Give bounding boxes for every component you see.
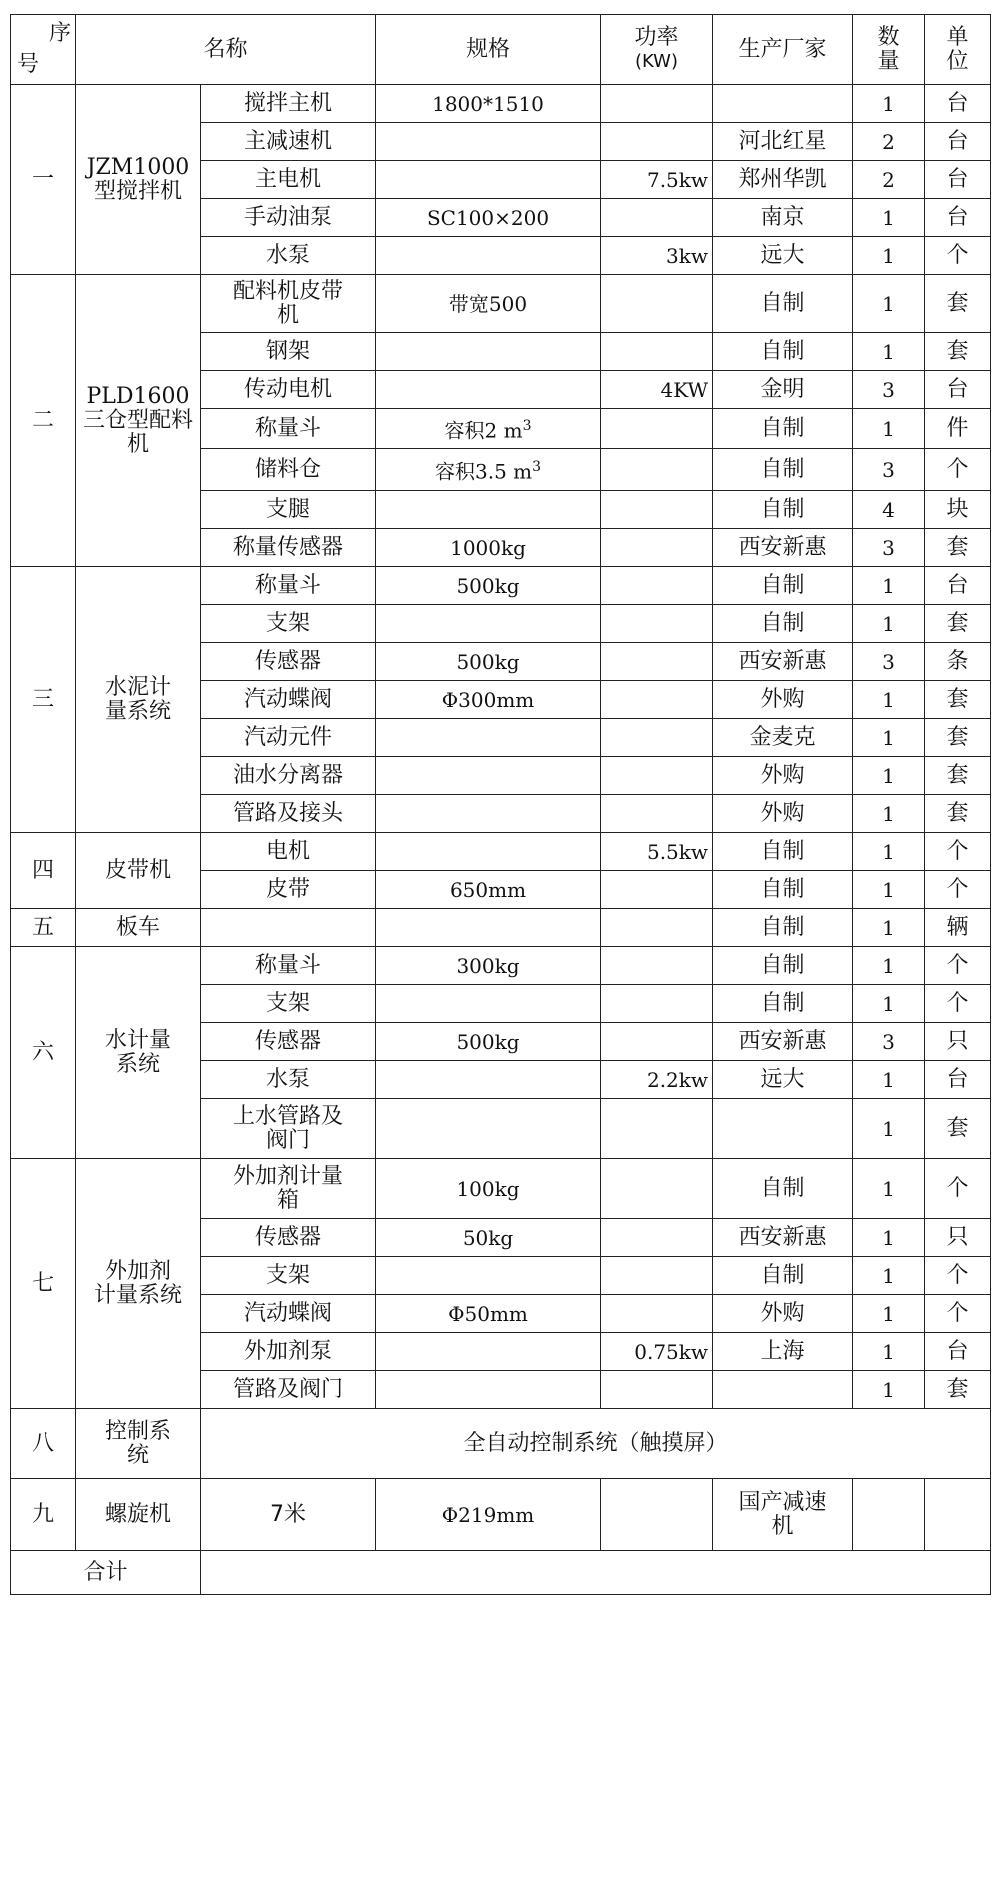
item-name: 支架 xyxy=(201,985,376,1023)
item-maker: 自制 xyxy=(713,909,853,947)
item-unit: 只 xyxy=(925,1219,991,1257)
item-spec: 100kg xyxy=(376,1159,601,1219)
item-qty xyxy=(853,1479,925,1551)
item-name: 传感器 xyxy=(201,643,376,681)
item-qty: 4 xyxy=(853,491,925,529)
item-spec: Φ219mm xyxy=(376,1479,601,1551)
item-name: 7米 xyxy=(201,1479,376,1551)
item-maker: 外购 xyxy=(713,681,853,719)
item-name: 称量斗 xyxy=(201,947,376,985)
item-maker: 西安新惠 xyxy=(713,1219,853,1257)
section-seq: 一 xyxy=(11,85,76,275)
item-spec xyxy=(376,605,601,643)
item-spec: Φ300mm xyxy=(376,681,601,719)
item-power xyxy=(601,123,713,161)
item-spec xyxy=(376,1371,601,1409)
section-group: 螺旋机 xyxy=(76,1479,201,1551)
item-qty: 1 xyxy=(853,985,925,1023)
item-power: 7.5kw xyxy=(601,161,713,199)
item-name: 水泵 xyxy=(201,1061,376,1099)
item-unit: 个 xyxy=(925,449,991,491)
item-maker: 西安新惠 xyxy=(713,643,853,681)
item-name: 汽动蝶阀 xyxy=(201,1295,376,1333)
section-group xyxy=(76,1409,201,1479)
item-qty: 3 xyxy=(853,1023,925,1061)
item-power: 2.2kw xyxy=(601,1061,713,1099)
section-group-line: 水泥计 xyxy=(104,674,171,700)
section-group xyxy=(76,275,201,567)
table-row xyxy=(11,275,991,333)
item-power xyxy=(601,1257,713,1295)
section-group-line: 型搅拌机 xyxy=(93,178,182,204)
item-name-line: 机 xyxy=(277,302,300,328)
item-unit: 件 xyxy=(925,409,991,449)
item-unit: 套 xyxy=(925,1099,991,1159)
item-spec xyxy=(376,833,601,871)
item-maker: 金麦克 xyxy=(713,719,853,757)
item-spec xyxy=(376,795,601,833)
item-unit: 个 xyxy=(925,871,991,909)
item-spec xyxy=(376,449,601,491)
item-unit: 套 xyxy=(925,719,991,757)
item-maker: 自制 xyxy=(713,947,853,985)
item-qty: 1 xyxy=(853,275,925,333)
item-name xyxy=(201,1099,376,1159)
item-unit: 套 xyxy=(925,333,991,371)
item-maker: 金明 xyxy=(713,371,853,409)
item-unit: 台 xyxy=(925,85,991,123)
item-power xyxy=(601,1023,713,1061)
item-spec-text: 容积3.5 m xyxy=(434,459,533,484)
item-power xyxy=(601,529,713,567)
item-name: 支腿 xyxy=(201,491,376,529)
item-name: 钢架 xyxy=(201,333,376,371)
item-power: 3kw xyxy=(601,237,713,275)
item-name: 管路及阀门 xyxy=(201,1371,376,1409)
table-row xyxy=(11,833,991,871)
control-system-content: 全自动控制系统（触摸屏） xyxy=(201,1409,991,1479)
total-label: 合计 xyxy=(11,1551,201,1595)
item-qty: 1 xyxy=(853,681,925,719)
item-spec: 带宽500 xyxy=(376,275,601,333)
total-value xyxy=(201,1551,991,1595)
item-qty: 3 xyxy=(853,529,925,567)
item-power xyxy=(601,1219,713,1257)
item-name: 称量传感器 xyxy=(201,529,376,567)
item-name: 主减速机 xyxy=(201,123,376,161)
item-power: 4KW xyxy=(601,371,713,409)
item-maker: 自制 xyxy=(713,605,853,643)
item-unit: 台 xyxy=(925,567,991,605)
item-maker: 远大 xyxy=(713,237,853,275)
item-unit: 块 xyxy=(925,491,991,529)
item-maker: 自制 xyxy=(713,1159,853,1219)
item-name: 支架 xyxy=(201,605,376,643)
item-maker-line: 国产减速 xyxy=(738,1489,827,1515)
item-name: 搅拌主机 xyxy=(201,85,376,123)
item-qty: 1 xyxy=(853,1061,925,1099)
item-maker: 南京 xyxy=(713,199,853,237)
item-qty: 2 xyxy=(853,161,925,199)
header-unit: 单 位 xyxy=(925,15,991,85)
item-maker xyxy=(713,1479,853,1551)
section-group xyxy=(76,85,201,275)
item-qty: 1 xyxy=(853,237,925,275)
item-qty: 1 xyxy=(853,1219,925,1257)
item-spec: 500kg xyxy=(376,567,601,605)
item-maker: 自制 xyxy=(713,833,853,871)
item-power xyxy=(601,1371,713,1409)
section-group xyxy=(76,947,201,1159)
item-spec xyxy=(376,757,601,795)
item-maker: 自制 xyxy=(713,275,853,333)
item-qty: 1 xyxy=(853,85,925,123)
item-spec xyxy=(376,491,601,529)
table-header-row xyxy=(11,15,991,85)
section-group-line: 量系统 xyxy=(104,698,171,724)
item-unit: 台 xyxy=(925,371,991,409)
item-unit: 辆 xyxy=(925,909,991,947)
header-name: 名称 xyxy=(76,15,376,85)
total-row xyxy=(11,1551,991,1595)
item-maker: 西安新惠 xyxy=(713,1023,853,1061)
item-power xyxy=(601,409,713,449)
table-row xyxy=(11,1479,991,1551)
item-maker: 外购 xyxy=(713,795,853,833)
item-spec: 500kg xyxy=(376,1023,601,1061)
item-maker: 自制 xyxy=(713,1257,853,1295)
item-power xyxy=(601,643,713,681)
item-qty: 1 xyxy=(853,1295,925,1333)
item-name: 传感器 xyxy=(201,1023,376,1061)
section-group-line: 机 xyxy=(126,431,149,457)
section-seq: 七 xyxy=(11,1159,76,1409)
item-spec xyxy=(376,1333,601,1371)
item-power xyxy=(601,681,713,719)
section-group xyxy=(76,909,201,947)
item-name-line: 配料机皮带 xyxy=(233,278,344,304)
item-qty: 1 xyxy=(853,605,925,643)
section-seq: 五 xyxy=(11,909,76,947)
item-unit: 套 xyxy=(925,757,991,795)
item-unit: 台 xyxy=(925,199,991,237)
item-power: 5.5kw xyxy=(601,833,713,871)
item-power xyxy=(601,719,713,757)
item-power xyxy=(601,1479,713,1551)
item-name: 称量斗 xyxy=(201,409,376,449)
section-group-line: JZM1000 xyxy=(86,154,190,180)
item-spec-text: 容积2 m xyxy=(444,418,523,443)
item-name-line: 箱 xyxy=(277,1187,300,1213)
item-maker: 自制 xyxy=(713,491,853,529)
item-name: 支架 xyxy=(201,1257,376,1295)
item-power xyxy=(601,795,713,833)
item-name xyxy=(201,275,376,333)
item-spec: Φ50mm xyxy=(376,1295,601,1333)
item-unit: 台 xyxy=(925,123,991,161)
item-unit: 套 xyxy=(925,605,991,643)
item-spec xyxy=(376,371,601,409)
item-qty: 1 xyxy=(853,567,925,605)
item-qty: 1 xyxy=(853,333,925,371)
item-unit: 个 xyxy=(925,237,991,275)
item-spec xyxy=(376,123,601,161)
section-group-line: 水计量 xyxy=(104,1027,171,1053)
item-unit: 个 xyxy=(925,833,991,871)
item-power xyxy=(601,275,713,333)
item-power xyxy=(601,85,713,123)
item-qty: 3 xyxy=(853,449,925,491)
item-spec: 1000kg xyxy=(376,529,601,567)
item-unit: 个 xyxy=(925,1295,991,1333)
item-power xyxy=(601,1295,713,1333)
item-qty: 1 xyxy=(853,871,925,909)
item-spec xyxy=(376,1257,601,1295)
section-group xyxy=(76,833,201,909)
item-spec: 50kg xyxy=(376,1219,601,1257)
item-qty: 1 xyxy=(853,1371,925,1409)
item-maker: 自制 xyxy=(713,409,853,449)
section-seq: 四 xyxy=(11,833,76,909)
item-power xyxy=(601,985,713,1023)
section-group-line: 控制系 xyxy=(104,1418,171,1444)
item-qty: 1 xyxy=(853,1099,925,1159)
item-spec: 300kg xyxy=(376,947,601,985)
item-name: 手动油泵 xyxy=(201,199,376,237)
equipment-table xyxy=(10,14,991,1595)
item-maker: 自制 xyxy=(713,871,853,909)
item-spec-sup: 3 xyxy=(522,418,532,435)
item-power xyxy=(601,871,713,909)
item-name xyxy=(201,909,376,947)
item-name: 储料仓 xyxy=(201,449,376,491)
header-seq: 序 号 xyxy=(11,15,76,85)
item-name-line: 上水管路及 xyxy=(233,1103,344,1129)
item-qty: 1 xyxy=(853,1159,925,1219)
section-group-line: 统 xyxy=(126,1442,149,1468)
item-spec xyxy=(376,1099,601,1159)
item-maker: 自制 xyxy=(713,567,853,605)
item-maker: 郑州华凯 xyxy=(713,161,853,199)
item-spec xyxy=(376,409,601,449)
item-unit: 台 xyxy=(925,1061,991,1099)
header-spec: 规格 xyxy=(376,15,601,85)
section-group-line: 三仓型配料 xyxy=(82,407,193,433)
item-unit: 个 xyxy=(925,1257,991,1295)
item-name: 皮带 xyxy=(201,871,376,909)
table-row xyxy=(11,947,991,985)
section-seq: 九 xyxy=(11,1479,76,1551)
item-name xyxy=(201,1159,376,1219)
item-spec xyxy=(376,333,601,371)
section-seq: 六 xyxy=(11,947,76,1159)
item-qty: 2 xyxy=(853,123,925,161)
item-unit: 个 xyxy=(925,947,991,985)
item-spec: 650mm xyxy=(376,871,601,909)
item-power xyxy=(601,757,713,795)
item-maker xyxy=(713,85,853,123)
item-maker: 自制 xyxy=(713,985,853,1023)
item-qty: 1 xyxy=(853,947,925,985)
item-name: 主电机 xyxy=(201,161,376,199)
item-name: 汽动元件 xyxy=(201,719,376,757)
item-spec xyxy=(376,909,601,947)
item-power xyxy=(601,491,713,529)
item-maker: 上海 xyxy=(713,1333,853,1371)
item-power xyxy=(601,947,713,985)
section-group-line: 计量系统 xyxy=(93,1282,182,1308)
item-maker: 自制 xyxy=(713,449,853,491)
item-power xyxy=(601,1159,713,1219)
item-qty: 1 xyxy=(853,199,925,237)
item-qty: 1 xyxy=(853,757,925,795)
item-qty: 1 xyxy=(853,719,925,757)
item-spec xyxy=(376,719,601,757)
item-unit: 台 xyxy=(925,1333,991,1371)
section-group xyxy=(76,567,201,833)
item-unit: 条 xyxy=(925,643,991,681)
item-qty: 3 xyxy=(853,643,925,681)
item-name: 管路及接头 xyxy=(201,795,376,833)
section-seq: 二 xyxy=(11,275,76,567)
item-power xyxy=(601,605,713,643)
item-unit: 个 xyxy=(925,985,991,1023)
section-seq: 三 xyxy=(11,567,76,833)
section-group-line: 系统 xyxy=(115,1051,160,1077)
item-maker: 外购 xyxy=(713,1295,853,1333)
item-qty: 1 xyxy=(853,1257,925,1295)
item-name: 电机 xyxy=(201,833,376,871)
item-unit: 只 xyxy=(925,1023,991,1061)
item-spec: 500kg xyxy=(376,643,601,681)
item-spec: SC100×200 xyxy=(376,199,601,237)
item-qty: 1 xyxy=(853,795,925,833)
item-power xyxy=(601,449,713,491)
item-name: 传动电机 xyxy=(201,371,376,409)
item-name-line: 外加剂计量 xyxy=(233,1163,344,1189)
item-maker-line: 机 xyxy=(771,1513,794,1539)
item-unit xyxy=(925,1479,991,1551)
table-row xyxy=(11,909,991,947)
item-qty: 1 xyxy=(853,1333,925,1371)
table-row xyxy=(11,85,991,123)
item-qty: 3 xyxy=(853,371,925,409)
header-qty: 数 量 xyxy=(853,15,925,85)
item-name-line: 阀门 xyxy=(266,1127,311,1153)
item-name: 油水分离器 xyxy=(201,757,376,795)
item-unit: 个 xyxy=(925,1159,991,1219)
header-maker: 生产厂家 xyxy=(713,15,853,85)
item-qty: 1 xyxy=(853,909,925,947)
item-spec: 1800*1510 xyxy=(376,85,601,123)
item-unit: 台 xyxy=(925,161,991,199)
item-unit: 套 xyxy=(925,529,991,567)
item-spec xyxy=(376,237,601,275)
item-power: 0.75kw xyxy=(601,1333,713,1371)
item-name: 称量斗 xyxy=(201,567,376,605)
item-maker: 河北红星 xyxy=(713,123,853,161)
item-spec-sup: 3 xyxy=(532,459,542,476)
section-group xyxy=(76,1159,201,1409)
section-group-line: 皮带机 xyxy=(104,857,171,883)
header-power: 功率 (KW) xyxy=(601,15,713,85)
table-row xyxy=(11,1409,991,1479)
item-maker xyxy=(713,1371,853,1409)
item-spec xyxy=(376,1061,601,1099)
item-maker: 自制 xyxy=(713,333,853,371)
section-seq: 八 xyxy=(11,1409,76,1479)
item-unit: 套 xyxy=(925,275,991,333)
section-group-line: 板车 xyxy=(115,914,160,940)
item-unit: 套 xyxy=(925,795,991,833)
item-name: 传感器 xyxy=(201,1219,376,1257)
item-maker: 外购 xyxy=(713,757,853,795)
item-qty: 1 xyxy=(853,409,925,449)
table-row xyxy=(11,1159,991,1219)
item-power xyxy=(601,1099,713,1159)
item-maker: 远大 xyxy=(713,1061,853,1099)
section-group-line: 外加剂 xyxy=(104,1258,171,1284)
item-unit: 套 xyxy=(925,681,991,719)
item-unit: 套 xyxy=(925,1371,991,1409)
item-spec xyxy=(376,161,601,199)
item-name: 汽动蝶阀 xyxy=(201,681,376,719)
item-name: 外加剂泵 xyxy=(201,1333,376,1371)
item-spec xyxy=(376,985,601,1023)
item-maker: 西安新惠 xyxy=(713,529,853,567)
item-name: 水泵 xyxy=(201,237,376,275)
section-group-line: PLD1600 xyxy=(86,383,190,409)
item-power xyxy=(601,199,713,237)
item-power xyxy=(601,567,713,605)
table-row xyxy=(11,567,991,605)
item-maker xyxy=(713,1099,853,1159)
item-power xyxy=(601,909,713,947)
item-qty: 1 xyxy=(853,833,925,871)
item-power xyxy=(601,333,713,371)
